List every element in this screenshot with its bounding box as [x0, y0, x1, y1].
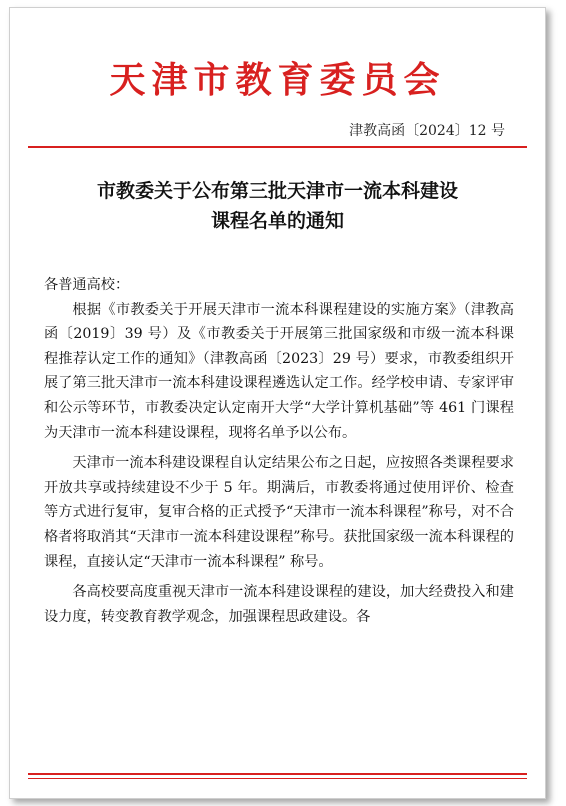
document-number: 津教高函〔2024〕12 号 — [349, 123, 505, 139]
paragraph-3: 各高校要高度重视天津市一流本科建设课程的建设，加大经费投入和建设力度，转变教育教学观念，加强课程思政建设。各 — [44, 584, 514, 625]
paragraph-2: 天津市一流本科建设课程自认定结果公布之日起，应按照各类课程要求开放共享或持续建设不少于 5 年。期满后，市教委将通过使用评价、检查等方式进行复审，复审合格的正式授予“天津市一流本科课程”称号，对不合格者将取消其“天津市一流本科建设课程”称号。获批国家级一流本科课程的课程，直接认定“天津市一流本科课程” 称号。 — [44, 455, 514, 570]
letterhead-title: 天津市教育委员会 — [109, 59, 446, 101]
footer-red-rule-thick — [28, 773, 527, 775]
footer-red-rule-thin — [28, 778, 527, 779]
salutation: 各普通高校： — [44, 277, 130, 293]
document-title — [10, 176, 545, 236]
paragraph-1: 根据《市教委关于开展天津市一流本科课程建设的实施方案》（津教高函〔2019〕39 号）及《市教委关于开展第三批国家级和市级一流本科课程推荐认定工作的通知》（津教高函〔2023〕29 号）要求，市教委组织开展了第三批天津市一流本科建设课程遴选认定工作。经学校申请、专家评审和公示等环节，市教委决定认定南开大学“大学计算机基础”等 461 门课程为天津市一流本科建设课程，现将名单予以公布。 — [44, 301, 514, 441]
letterhead-red-rule — [28, 146, 527, 148]
document-page — [9, 7, 546, 799]
document-title-line-2: 课程名单的通知 — [210, 210, 344, 232]
document-title-line-1: 市教委关于公布第三批天津市一流本科建设 — [96, 180, 458, 202]
document-body — [44, 273, 514, 629]
